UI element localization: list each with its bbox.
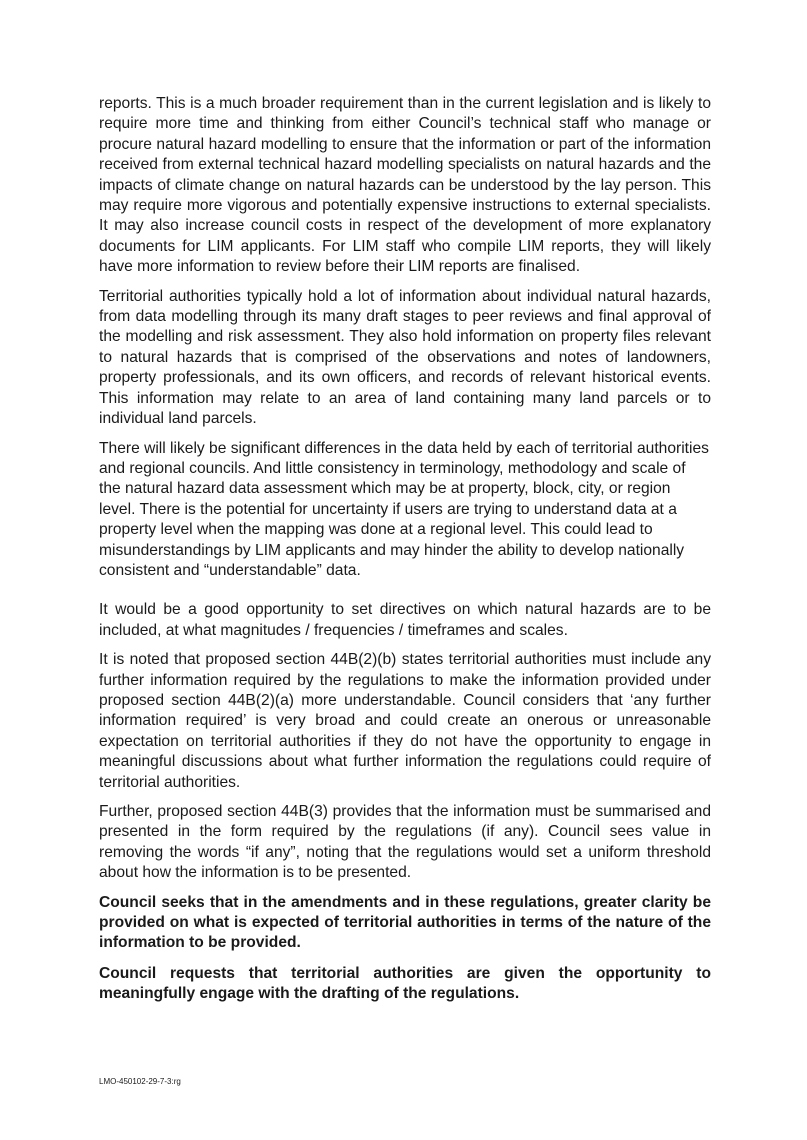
paragraph-section-44b2: It is noted that proposed section 44B(2)(b) states territorial authorities must include any further information required by the regulations to make the information provided under proposed section 44B(2)(a) more understandable. Council considers that ‘any further information required’ is very broad and could create an onerous or unreasonable expectation on territorial authorities if they do not have the opportunity to engage in meaningful discussions about what further information the regulations could require of territorial authorities. xyxy=(99,651,711,791)
document-footer-reference: LMO-450102-29-7-3:rg xyxy=(99,1077,181,1086)
paragraph-lim-reports: reports. This is a much broader requirement than in the current legislation and is likely to require more time and thinking from either Council’s technical staff who manage or procure natural hazard modelling to ensure that the information or part of the information received from external technical hazard modelling specialists on natural hazards and the impacts of climate change on natural hazards can be understood by the lay person. This may require more vigorous and potentially expensive instructions to external specialists. It may also increase council costs in respect of the development of more explanatory documents for LIM applicants. For LIM staff who compile LIM reports, they will likely have more information to review before their LIM reports are finalised. xyxy=(99,95,711,276)
paragraph-data-differences: There will likely be significant differences in the data held by each of territorial authorities and regional councils. And little consistency in terminology, methodology and scale of the natural hazard data assessment which may be at property, block, city, or region level. There is the potential for uncertainty if users are trying to understand data at a property level when the mapping was done at a regional level. This could lead to misunderstandings by LIM applicants and may hinder the ability to develop nationally consistent and “understandable” data. xyxy=(99,439,709,579)
paragraph-council-requests: Council requests that territorial authorities are given the opportunity to meaningfully engage with the drafting of the regulations. xyxy=(99,964,711,1003)
document-body xyxy=(99,94,711,1015)
paragraph-territorial-information: Territorial authorities typically hold a lot of information about individual natural hazards, from data modelling through its many draft stages to peer reviews and final approval of the modelling and risk assessment. They also hold information on property files relevant to natural hazards that is comprised of the observations and notes of landowners, property professionals, and its own officers, and records of relevant historical events. This information may relate to an area of land containing many land parcels or to individual land parcels. xyxy=(99,287,711,428)
paragraph-section-44b3: Further, proposed section 44B(3) provides that the information must be summarised and presented in the form required by the regulations (if any). Council sees value in removing the words “if any”, noting that the regulations would set a uniform threshold about how the information is to be presented. xyxy=(99,803,711,882)
paragraph-council-seeks: Council seeks that in the amendments and in these regulations, greater clarity be provided on what is expected of territorial authorities in terms of the nature of the information to be provided. xyxy=(99,893,711,952)
paragraph-directives-opportunity: It would be a good opportunity to set directives on which natural hazards are to be included, at what magnitudes / frequencies / timeframes and scales. xyxy=(99,601,711,639)
